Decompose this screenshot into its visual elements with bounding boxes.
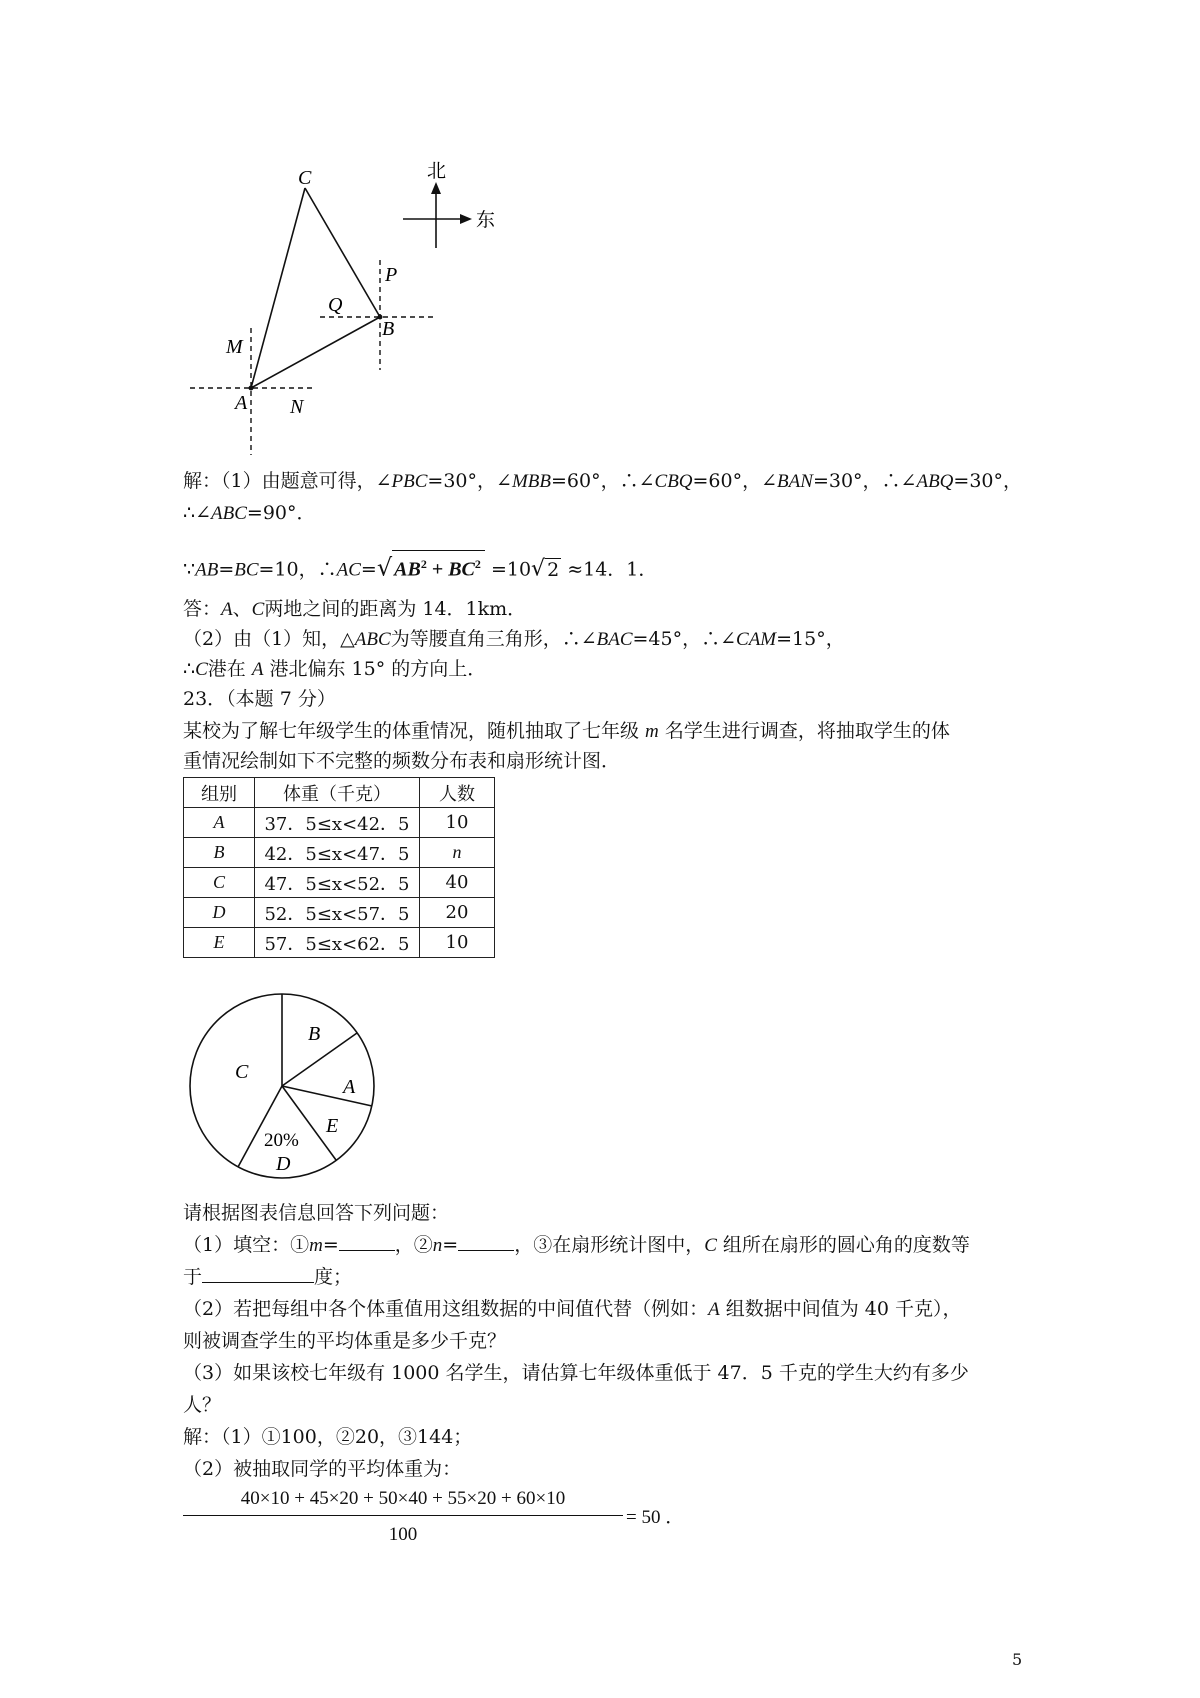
pie-label-d: D [276,1153,291,1175]
answer-23-2: （2）被抽取同学的平均体重为： [183,1458,462,1480]
problem-23-stem-1: 某校为了解七年级学生的体重情况，随机抽取了七年级 m 名学生进行调查，将抽取学生的体 [183,720,950,742]
table-cell: 57．5≤x<62．5 [255,928,420,958]
point-label-n: N [290,396,304,418]
problem-23-header: 23．（本题 7 分） [183,688,336,710]
table-cell: 40 [420,868,495,898]
pie-chart [180,990,400,1190]
table-cell: 52．5≤x<57．5 [255,898,420,928]
fraction-numerator: 40×10 + 45×20 + 50×40 + 55×20 + 60×10 [240,1488,566,1509]
vertex-label-b: B [382,318,395,340]
question-2-line-2: 则被调查学生的平均体重是多少千克？ [183,1330,507,1352]
point-label-p: P [385,264,398,286]
table-cell: B [184,838,255,868]
question-3-line-1: （3）如果该校七年级有 1000 名学生，请估算七年级体重低于 47．5 千克的学生大约有多少 [183,1362,969,1384]
table-header-row [184,778,495,808]
problem-23-stem-2: 重情况绘制如下不完整的频数分布表和扇形统计图． [183,750,621,772]
compass-east-label: 东 [476,209,496,231]
solution-line-1: 解：（1）由题意可得，∠PBC=30°，∠MBB=60°，∴∠CBQ=60°，∠BAN=30°，∴∠ABQ=30°， [183,470,1023,492]
table-cell: n [420,838,495,868]
page-number: 5 [1012,1650,1023,1669]
frequency-table [183,777,495,958]
answer-23-1: 解：（1）①100，②20，③144； [183,1426,473,1448]
question-1-line-2: 于 度； [183,1266,353,1288]
question-intro: 请根据图表信息回答下列问题： [183,1202,450,1224]
table-row [184,838,495,868]
solution-line-2: ∴∠ABC=90°． [183,502,316,524]
vertex-label-c: C [298,167,312,189]
answer-line: 答：A、C两地之间的距离为 14．1km． [183,598,527,620]
question-2-line-1: （2）若把每组中各个体重值用这组数据的中间值代替（例如：A 组数据中间值为 40 千克）， [183,1298,962,1320]
average-weight-fraction [183,1486,623,1548]
question-1-line-1: （1）填空：①m= ，②n= ，③在扇形统计图中，C 组所在扇形的圆心角的度数等 [183,1234,970,1256]
fraction-bar [183,1515,623,1516]
solution-line-3: ∵AB=BC=10，∴AC=√ $AB^2 + BC^2 =10√$ 2 ≈14．1． [183,550,657,584]
pie-label-b: B [308,1023,321,1045]
pie-label-c: C [235,1061,249,1083]
fraction-denominator: 100 [388,1524,418,1545]
compass-north-label: 北 [427,160,447,182]
geometry-figure [0,0,1200,460]
table-cell: 47．5≤x<52．5 [255,868,420,898]
table-cell: D [184,898,255,928]
table-row [184,898,495,928]
table-header: 组别 [184,778,255,808]
table-cell: C [184,868,255,898]
table-row [184,808,495,838]
table-cell: 37．5≤x<42．5 [255,808,420,838]
table-row [184,928,495,958]
pie-label-a: A [343,1076,356,1098]
fraction-result: = 50 ． [626,1507,685,1528]
table-cell: 20 [420,898,495,928]
table-row [184,868,495,898]
table-header: 人数 [420,778,495,808]
pie-label-e: E [326,1115,339,1137]
table-cell: 10 [420,808,495,838]
point-label-m: M [226,336,243,358]
conclusion-line: ∴C港在 A 港北偏东 15° 的方向上． [183,658,487,680]
table-header: 体重（千克） [255,778,420,808]
table-cell: 10 [420,928,495,958]
table-cell: E [184,928,255,958]
pie-label-d-percent: 20% [264,1130,299,1151]
vertex-label-a: A [235,392,248,414]
part2-line: （2）由（1）知，△ABC为等腰直角三角形，∴∠BAC=45°，∴∠CAM=15°， [183,628,845,650]
question-3-line-2: 人？ [183,1394,222,1416]
table-cell: 42．5≤x<47．5 [255,838,420,868]
point-label-q: Q [328,294,343,316]
table-cell: A [184,808,255,838]
